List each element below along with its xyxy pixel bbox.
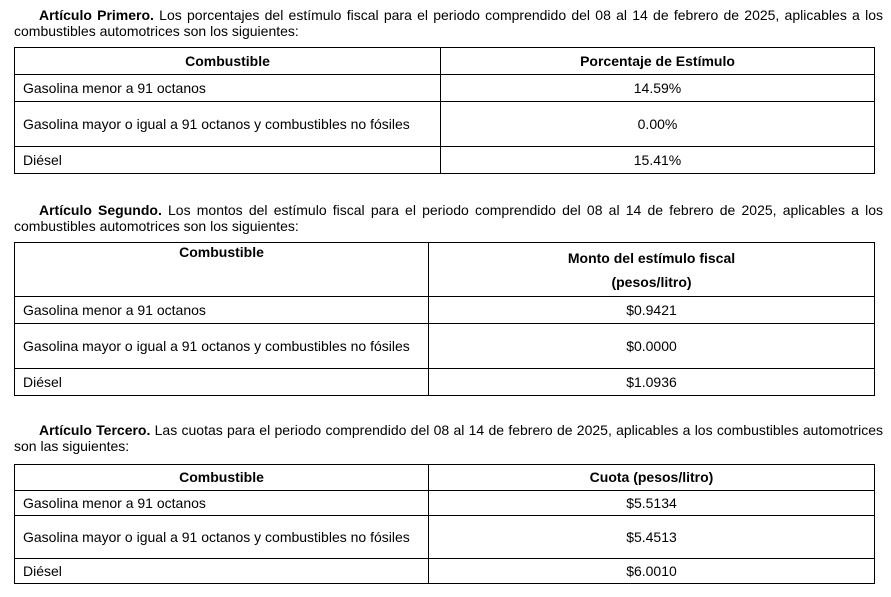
articulo-primero-title: Artículo Primero.	[39, 7, 154, 23]
articulo-tercero-paragraph	[14, 422, 883, 454]
table-row	[15, 369, 875, 396]
cell-value: $5.4513	[429, 516, 875, 559]
articulo-segundo-paragraph	[14, 202, 883, 234]
table-row	[15, 297, 875, 324]
header-porcentaje: Porcentaje de Estímulo	[441, 48, 875, 75]
articulo-segundo-text: Los montos del estímulo fiscal para el periodo comprendido del 08 al 14 de febrero de 2025, aplicables a los combustibles automotrices son los siguientes:	[14, 202, 883, 234]
table-row	[15, 324, 875, 369]
table-header-row	[15, 465, 875, 491]
table-header-row	[15, 243, 875, 297]
articulo-tercero-title: Artículo Tercero.	[39, 422, 151, 438]
cell-value: 14.59%	[441, 75, 875, 102]
table-header-row	[15, 48, 875, 75]
cell-combustible: Gasolina menor a 91 octanos	[15, 297, 429, 324]
table-row	[15, 147, 875, 174]
cell-combustible: Diésel	[15, 369, 429, 396]
articulo-primero-text: Los porcentajes del estímulo fiscal para el periodo comprendido del 08 al 14 de febrero de 2025, aplicables a los combustibles automotrices son los siguientes:	[14, 7, 883, 39]
header-monto-line2: (pesos/litro)	[611, 273, 692, 290]
table-row	[15, 102, 875, 147]
header-cuota: Cuota (pesos/litro)	[429, 465, 875, 491]
cell-combustible: Gasolina mayor o igual a 91 octanos y combustibles no fósiles	[15, 516, 429, 559]
cell-value: $1.0936	[429, 369, 875, 396]
cell-value: 15.41%	[441, 147, 875, 174]
articulo-primero-paragraph	[14, 7, 883, 39]
cell-combustible: Gasolina menor a 91 octanos	[15, 491, 429, 516]
header-combustible: Combustible	[15, 243, 429, 297]
estimulo-monto-table	[14, 242, 875, 396]
table-row	[15, 516, 875, 559]
cell-combustible: Diésel	[15, 147, 441, 174]
header-combustible: Combustible	[15, 465, 429, 491]
header-combustible: Combustible	[15, 48, 441, 75]
cell-combustible: Diésel	[15, 559, 429, 584]
articulo-segundo-title: Artículo Segundo.	[39, 202, 162, 218]
cell-combustible: Gasolina mayor o igual a 91 octanos y combustibles no fósiles	[15, 324, 429, 369]
cell-value: $0.9421	[429, 297, 875, 324]
cell-value: 0.00%	[441, 102, 875, 147]
cell-combustible: Gasolina mayor o igual a 91 octanos y combustibles no fósiles	[15, 102, 441, 147]
table-row	[15, 491, 875, 516]
articulo-tercero-text: Las cuotas para el periodo comprendido del 08 al 14 de febrero de 2025, aplicables a los combustibles automotrices son las siguientes:	[14, 422, 883, 454]
cuotas-table	[14, 464, 875, 584]
header-monto	[429, 243, 875, 297]
header-monto-line1: Monto del estímulo fiscal	[567, 249, 736, 266]
cell-value: $5.5134	[429, 491, 875, 516]
estimulo-porcentaje-table	[14, 47, 875, 174]
table-row	[15, 75, 875, 102]
table-row	[15, 559, 875, 584]
cell-value: $0.0000	[429, 324, 875, 369]
cell-combustible: Gasolina menor a 91 octanos	[15, 75, 441, 102]
cell-value: $6.0010	[429, 559, 875, 584]
